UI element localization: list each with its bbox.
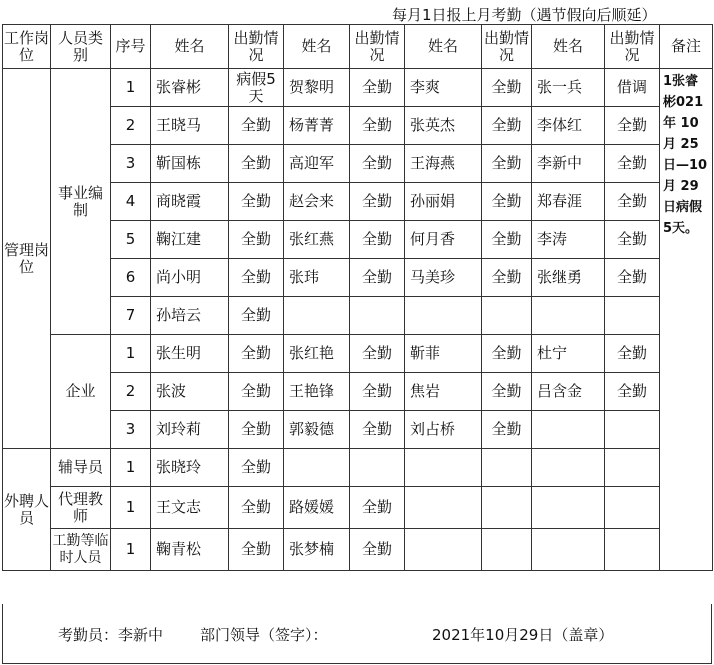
person-name: 张波 — [151, 373, 229, 411]
attendance-status: 全勤 — [605, 183, 660, 221]
person-name: 张英杰 — [405, 107, 482, 145]
footer-date: 2021年10月29日（盖章） — [432, 626, 614, 644]
person-name: 李体红 — [532, 107, 605, 145]
person-name: 靳国栋 — [151, 145, 229, 183]
attendance-status: 全勤 — [605, 373, 660, 411]
person-name: 张一兵 — [532, 69, 605, 107]
seq-cell: 1 — [111, 529, 151, 571]
person-name: 刘占桥 — [405, 411, 482, 449]
attendance-status: 全勤 — [605, 145, 660, 183]
person-name: 孙培云 — [151, 297, 229, 335]
category-daili: 代理教师 — [51, 487, 111, 529]
attendance-status — [605, 449, 660, 487]
person-name: 王艳锋 — [284, 373, 350, 411]
table-row — [3, 529, 713, 571]
attendance-status: 全勤 — [482, 107, 532, 145]
header-name-1: 姓名 — [151, 25, 229, 69]
person-name — [532, 411, 605, 449]
attendance-status: 全勤 — [482, 69, 532, 107]
seq-cell: 7 — [111, 297, 151, 335]
attendance-status: 全勤 — [229, 259, 284, 297]
person-name: 吕含金 — [532, 373, 605, 411]
header-attendance-4: 出勤情况 — [605, 25, 660, 69]
person-name: 张红燕 — [284, 221, 350, 259]
person-name: 李新中 — [532, 145, 605, 183]
attendance-status — [605, 297, 660, 335]
attendance-status: 全勤 — [229, 145, 284, 183]
attendance-status: 借调 — [605, 69, 660, 107]
attendance-status — [605, 529, 660, 571]
attendance-status: 全勤 — [350, 411, 405, 449]
attendance-status: 全勤 — [482, 411, 532, 449]
attendance-status: 全勤 — [229, 297, 284, 335]
attendance-status: 全勤 — [605, 221, 660, 259]
person-name: 尚小明 — [151, 259, 229, 297]
footer-clerk: 考勤员：李新中 — [58, 626, 164, 644]
attendance-status: 全勤 — [482, 259, 532, 297]
person-name: 张继勇 — [532, 259, 605, 297]
attendance-status — [482, 529, 532, 571]
table-row — [3, 449, 713, 487]
header-attendance-3: 出勤情况 — [482, 25, 532, 69]
person-name — [532, 529, 605, 571]
person-name: 贺黎明 — [284, 69, 350, 107]
person-name: 张晓玲 — [151, 449, 229, 487]
attendance-status: 全勤 — [482, 145, 532, 183]
attendance-status: 全勤 — [350, 183, 405, 221]
person-name: 路媛媛 — [284, 487, 350, 529]
attendance-status — [350, 297, 405, 335]
attendance-status: 全勤 — [482, 221, 532, 259]
seq-cell: 3 — [111, 145, 151, 183]
attendance-status: 全勤 — [229, 183, 284, 221]
person-name: 焦岩 — [405, 373, 482, 411]
footer-leader: 部门领导（签字）： — [200, 626, 328, 644]
attendance-status: 全勤 — [229, 449, 284, 487]
category-qiye: 企业 — [51, 335, 111, 449]
person-name: 郑春涯 — [532, 183, 605, 221]
attendance-status: 全勤 — [350, 487, 405, 529]
attendance-status: 全勤 — [350, 529, 405, 571]
person-name: 杜宁 — [532, 335, 605, 373]
attendance-status: 全勤 — [350, 335, 405, 373]
person-name: 张梦楠 — [284, 529, 350, 571]
person-name: 王海燕 — [405, 145, 482, 183]
header-name-2: 姓名 — [284, 25, 350, 69]
attendance-status: 全勤 — [229, 529, 284, 571]
seq-cell: 3 — [111, 411, 151, 449]
person-name: 王文志 — [151, 487, 229, 529]
attendance-status: 病假5天 — [229, 69, 284, 107]
person-name — [284, 297, 350, 335]
attendance-status: 全勤 — [229, 335, 284, 373]
attendance-status: 全勤 — [350, 107, 405, 145]
header-attendance-1: 出勤情况 — [229, 25, 284, 69]
header-name-4: 姓名 — [532, 25, 605, 69]
header-post: 工作岗位 — [3, 25, 51, 69]
category-gongqin: 工勤等临时人员 — [51, 529, 111, 571]
category-shiye: 事业编制 — [51, 69, 111, 335]
attendance-status — [605, 487, 660, 529]
seq-cell: 6 — [111, 259, 151, 297]
remark-text: 1张睿彬021年 10月 25日—10月 29日病假5天。 — [663, 74, 708, 236]
person-name — [405, 297, 482, 335]
person-name: 孙丽娟 — [405, 183, 482, 221]
person-name — [405, 487, 482, 529]
attendance-status — [482, 297, 532, 335]
person-name — [284, 449, 350, 487]
seq-cell: 2 — [111, 107, 151, 145]
person-name: 靳菲 — [405, 335, 482, 373]
seq-cell: 1 — [111, 69, 151, 107]
group-management: 管理岗位 — [3, 69, 51, 449]
header-row — [3, 25, 713, 69]
attendance-status: 全勤 — [229, 487, 284, 529]
person-name — [532, 297, 605, 335]
person-name: 商晓霞 — [151, 183, 229, 221]
person-name: 张玮 — [284, 259, 350, 297]
attendance-status — [482, 487, 532, 529]
seq-cell: 1 — [111, 335, 151, 373]
attendance-status: 全勤 — [605, 259, 660, 297]
table-row — [3, 487, 713, 529]
attendance-status: 全勤 — [229, 411, 284, 449]
person-name: 郭毅德 — [284, 411, 350, 449]
report-note: 每月1日报上月考勤（遇节假向后顺延） — [392, 6, 657, 24]
table-row — [3, 69, 713, 107]
attendance-status: 全勤 — [350, 69, 405, 107]
header-attendance-2: 出勤情况 — [350, 25, 405, 69]
person-name: 李涛 — [532, 221, 605, 259]
category-fudao: 辅导员 — [51, 449, 111, 487]
header-seq: 序号 — [111, 25, 151, 69]
header-name-3: 姓名 — [405, 25, 482, 69]
group-external: 外聘人员 — [3, 449, 51, 571]
person-name: 高迎军 — [284, 145, 350, 183]
seq-cell: 2 — [111, 373, 151, 411]
attendance-status: 全勤 — [350, 259, 405, 297]
person-name: 鞠江建 — [151, 221, 229, 259]
header-category: 人员类别 — [51, 25, 111, 69]
person-name: 张睿彬 — [151, 69, 229, 107]
person-name: 王晓马 — [151, 107, 229, 145]
seq-cell: 1 — [111, 449, 151, 487]
attendance-status — [605, 411, 660, 449]
attendance-status: 全勤 — [229, 107, 284, 145]
person-name: 张生明 — [151, 335, 229, 373]
attendance-status: 全勤 — [482, 373, 532, 411]
attendance-status — [482, 449, 532, 487]
attendance-status: 全勤 — [350, 373, 405, 411]
attendance-status: 全勤 — [229, 221, 284, 259]
person-name: 赵会来 — [284, 183, 350, 221]
attendance-status: 全勤 — [229, 373, 284, 411]
person-name — [532, 487, 605, 529]
attendance-status: 全勤 — [605, 335, 660, 373]
person-name: 刘玲莉 — [151, 411, 229, 449]
seq-cell: 1 — [111, 487, 151, 529]
attendance-status: 全勤 — [482, 183, 532, 221]
seq-cell: 5 — [111, 221, 151, 259]
header-remark: 备注 — [660, 25, 713, 69]
remark-cell — [660, 69, 713, 571]
seq-cell: 4 — [111, 183, 151, 221]
attendance-status: 全勤 — [482, 335, 532, 373]
person-name: 何月香 — [405, 221, 482, 259]
person-name: 鞠青松 — [151, 529, 229, 571]
attendance-status: 全勤 — [605, 107, 660, 145]
attendance-status — [350, 449, 405, 487]
person-name — [405, 529, 482, 571]
person-name: 李爽 — [405, 69, 482, 107]
person-name — [532, 449, 605, 487]
person-name — [405, 449, 482, 487]
person-name: 马美珍 — [405, 259, 482, 297]
person-name: 杨菁菁 — [284, 107, 350, 145]
table-row — [3, 335, 713, 373]
attendance-status: 全勤 — [350, 145, 405, 183]
person-name: 张红艳 — [284, 335, 350, 373]
attendance-table — [2, 24, 713, 571]
attendance-status: 全勤 — [350, 221, 405, 259]
